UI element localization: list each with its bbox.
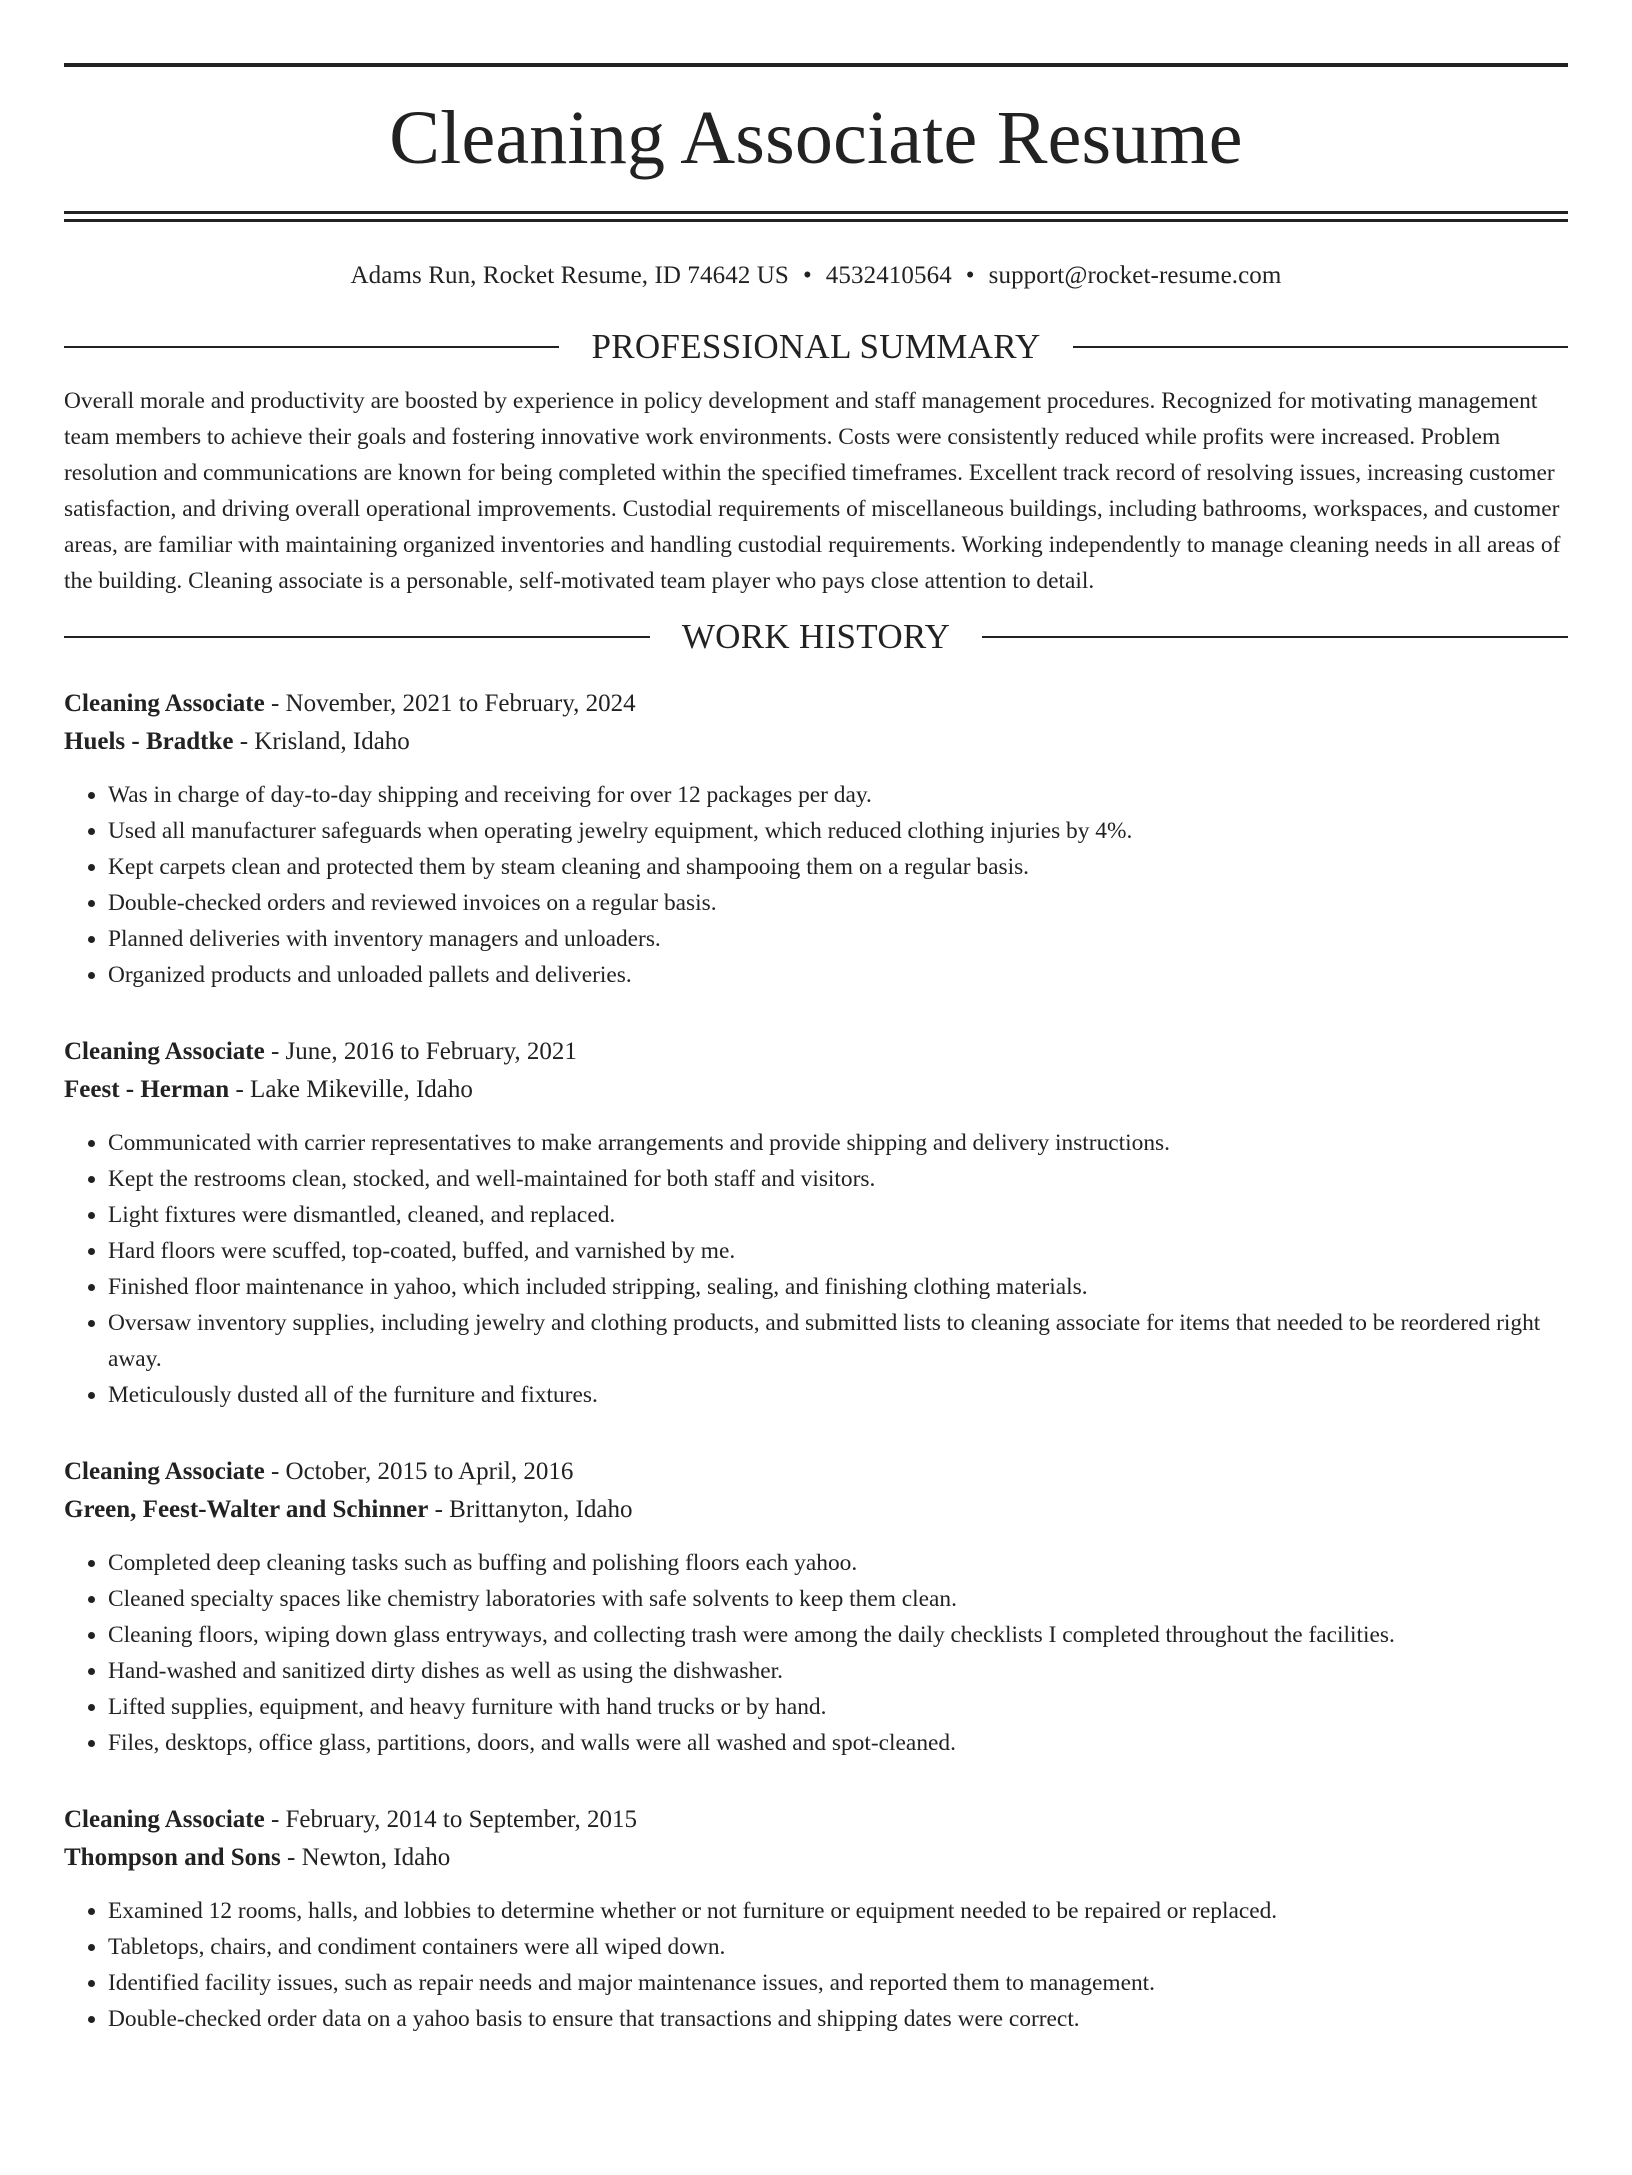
- job-dates: - November, 2021 to February, 2024: [264, 690, 636, 717]
- list-item: • Oversaw inventory supplies, including jewelry and clothing products, and submitted lists to cleaning associate for items that needed to be reordered right away.: [108, 1305, 1568, 1377]
- list-item: • Double-checked orders and reviewed invoices on a regular basis.: [108, 885, 1568, 921]
- job-list: [64, 685, 1568, 2037]
- list-item: • Double-checked order data on a yahoo basis to ensure that transactions and shipping dates were correct.: [108, 2001, 1568, 2037]
- job-company-line: [64, 1839, 1568, 1877]
- job-bullet-list: [64, 1125, 1568, 1413]
- section-heading-work-history: [64, 617, 1568, 657]
- contact-line: [64, 261, 1568, 291]
- job-title-line: [64, 685, 1568, 723]
- title-double-rule: [64, 211, 1568, 222]
- job-entry: [64, 1033, 1568, 1413]
- contact-email: support@rocket-resume.com: [988, 262, 1282, 289]
- list-item: • Examined 12 rooms, halls, and lobbies to determine whether or not furniture or equipment needed to be repaired or replaced.: [108, 1893, 1568, 1929]
- job-title: Cleaning Associate: [64, 690, 265, 717]
- job-company-line: [64, 723, 1568, 761]
- job-location: - Krisland, Idaho: [233, 728, 410, 755]
- list-item: • Completed deep cleaning tasks such as buffing and polishing floors each yahoo.: [108, 1545, 1568, 1581]
- list-item: • Finished floor maintenance in yahoo, which included stripping, sealing, and finishing clothing materials.: [108, 1269, 1568, 1305]
- summary-text: Overall morale and productivity are boosted by experience in policy development and staff management procedures. Recognized for motivating management team members to achieve their goals and fostering innovative work environments. Costs were consistently reduced while profits were increased. Problem resolution and communications are known for being completed within the specified timeframes. Excellent track record of resolving issues, increasing customer satisfaction, and driving overall operational improvements. Custodial requirements of miscellaneous buildings, including bathrooms, workspaces, and customer areas, are familiar with maintaining organized inventories and handling custodial requirements. Working independently to manage cleaning needs in all areas of the building. Cleaning associate is a personable, self-motivated team player who pays close attention to detail.: [64, 388, 1561, 594]
- resume-page: [0, 63, 1632, 2175]
- job-title-line: [64, 1453, 1568, 1491]
- job-company: Feest - Herman: [64, 1076, 230, 1103]
- job-location: - Newton, Idaho: [280, 1844, 451, 1871]
- job-bullet-list: [64, 1893, 1568, 2037]
- page-title: Cleaning Associate Resume: [389, 96, 1243, 180]
- list-item: • Lifted supplies, equipment, and heavy furniture with hand trucks or by hand.: [108, 1689, 1568, 1725]
- list-item: • Cleaned specialty spaces like chemistry laboratories with safe solvents to keep them clean.: [108, 1581, 1568, 1617]
- job-company: Huels - Bradtke: [64, 728, 234, 755]
- list-item: • Meticulously dusted all of the furniture and fixtures.: [108, 1377, 1568, 1413]
- heading-rule-left: [64, 346, 559, 348]
- top-rule: [64, 63, 1568, 67]
- job-title-line: [64, 1033, 1568, 1071]
- job-entry: [64, 1453, 1568, 1761]
- job-dates: - February, 2014 to September, 2015: [264, 1806, 638, 1833]
- section-title-summary: PROFESSIONAL SUMMARY: [591, 327, 1041, 366]
- list-item: • Was in charge of day-to-day shipping and receiving for over 12 packages per day.: [108, 777, 1568, 813]
- job-title-line: [64, 1801, 1568, 1839]
- job-company-line: [64, 1071, 1568, 1109]
- job-bullet-list: [64, 1545, 1568, 1761]
- job-entry: [64, 1801, 1568, 2037]
- list-item: • Hand-washed and sanitized dirty dishes as well as using the dishwasher.: [108, 1653, 1568, 1689]
- contact-separator: •: [802, 262, 812, 289]
- heading-rule-left: [64, 636, 650, 638]
- job-company-line: [64, 1491, 1568, 1529]
- job-title: Cleaning Associate: [64, 1038, 265, 1065]
- list-item: • Cleaning floors, wiping down glass entryways, and collecting trash were among the daily checklists I completed throughout the facilities.: [108, 1617, 1568, 1653]
- list-item: • Organized products and unloaded pallets and deliveries.: [108, 957, 1568, 993]
- list-item: • Hard floors were scuffed, top-coated, buffed, and varnished by me.: [108, 1233, 1568, 1269]
- list-item: • Kept the restrooms clean, stocked, and well-maintained for both staff and visitors.: [108, 1161, 1568, 1197]
- section-title-work-history: WORK HISTORY: [681, 617, 951, 656]
- job-location: - Brittanyton, Idaho: [428, 1496, 633, 1523]
- job-dates: - October, 2015 to April, 2016: [264, 1458, 574, 1485]
- list-item: • Communicated with carrier representatives to make arrangements and provide shipping and delivery instructions.: [108, 1125, 1568, 1161]
- job-company: Green, Feest-Walter and Schinner: [64, 1496, 429, 1523]
- list-item: • Kept carpets clean and protected them by steam cleaning and shampooing them on a regular basis.: [108, 849, 1568, 885]
- job-company: Thompson and Sons: [64, 1844, 281, 1871]
- list-item: • Identified facility issues, such as repair needs and major maintenance issues, and reported them to management.: [108, 1965, 1568, 2001]
- list-item: • Files, desktops, office glass, partitions, doors, and walls were all washed and spot-cleaned.: [108, 1725, 1568, 1761]
- list-item: • Used all manufacturer safeguards when operating jewelry equipment, which reduced clothing injuries by 4%.: [108, 813, 1568, 849]
- list-item: • Tabletops, chairs, and condiment containers were all wiped down.: [108, 1929, 1568, 1965]
- contact-address: Adams Run, Rocket Resume, ID 74642 US: [350, 262, 789, 289]
- contact-separator: •: [965, 262, 975, 289]
- job-entry: [64, 685, 1568, 993]
- job-title: Cleaning Associate: [64, 1806, 265, 1833]
- job-title: Cleaning Associate: [64, 1458, 265, 1485]
- list-item: • Light fixtures were dismantled, cleaned, and replaced.: [108, 1197, 1568, 1233]
- heading-rule-right: [982, 636, 1568, 638]
- list-item: • Planned deliveries with inventory managers and unloaders.: [108, 921, 1568, 957]
- job-location: - Lake Mikeville, Idaho: [229, 1076, 473, 1103]
- job-dates: - June, 2016 to February, 2021: [264, 1038, 577, 1065]
- heading-rule-right: [1073, 346, 1568, 348]
- section-heading-summary: [64, 327, 1568, 367]
- contact-phone: 4532410564: [825, 262, 952, 289]
- job-bullet-list: [64, 777, 1568, 993]
